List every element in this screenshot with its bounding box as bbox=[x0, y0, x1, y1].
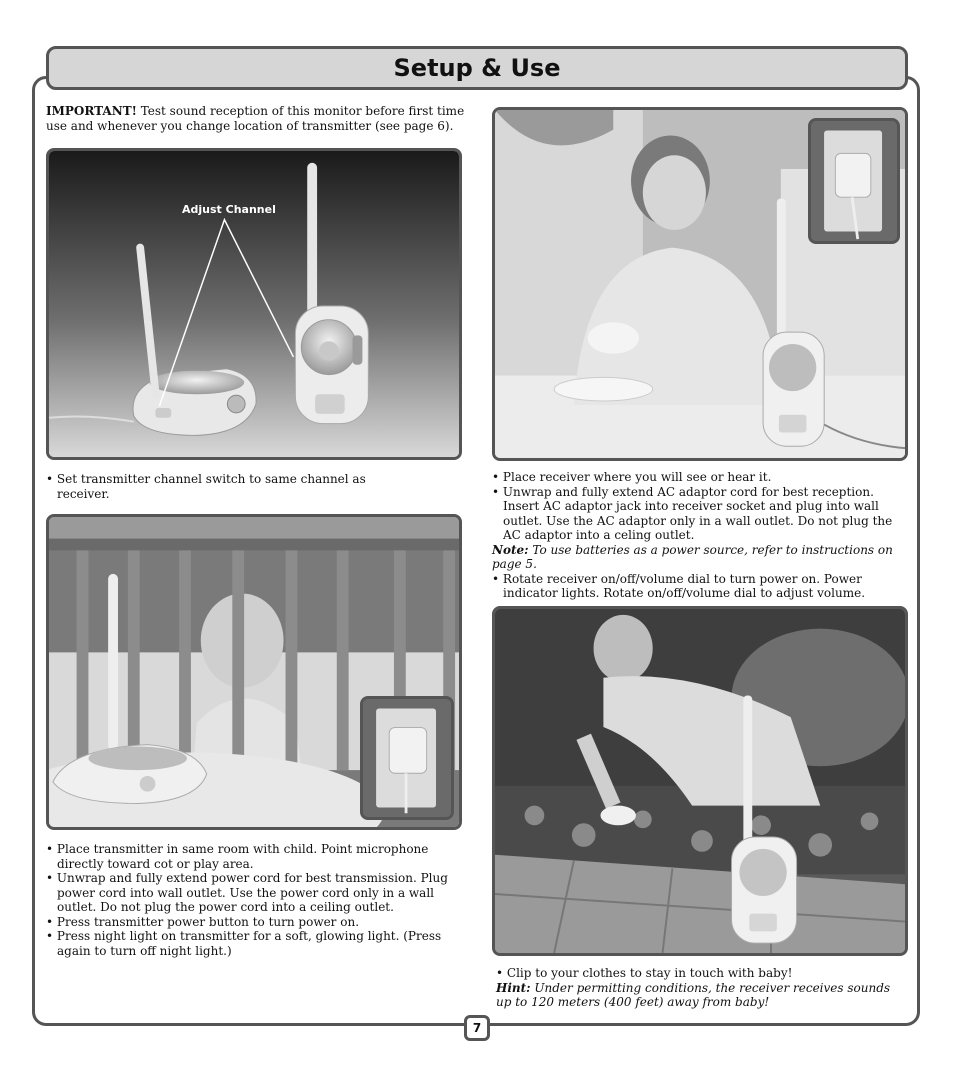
wall-plug-image bbox=[363, 699, 451, 817]
adjust-channel-callout: Adjust Channel bbox=[182, 203, 276, 216]
important-text: Test sound reception of this monitor before first time use and whenever you change location of transmitter (see page 6). bbox=[46, 104, 465, 133]
figure-adjust-channel bbox=[46, 148, 462, 460]
bullet-item: • Set transmitter channel switch to same channel as receiver. bbox=[46, 472, 376, 501]
range-hint bbox=[496, 981, 900, 1010]
title-bar bbox=[46, 46, 908, 90]
hint-label: Hint: bbox=[496, 980, 531, 995]
clip-caption bbox=[496, 966, 900, 1010]
bullet-item: • Rotate receiver on/off/volume dial to turn power on. Power indicator lights. Rotate on/off/volume dial to adjust volume. bbox=[492, 572, 908, 601]
bullet-item: • Clip to your clothes to stay in touch with baby! bbox=[496, 966, 900, 981]
bullet-item: • Place receiver where you will see or hear it. bbox=[492, 470, 908, 485]
battery-note bbox=[492, 543, 908, 572]
hint-text: Under permitting conditions, the receiver receives sounds up to 120 meters (400 feet) away from baby! bbox=[496, 980, 891, 1009]
note-text: To use batteries as a power source, refer to instructions on page 5. bbox=[492, 542, 893, 571]
wall-plug-image bbox=[811, 121, 897, 241]
note-label: Note: bbox=[492, 542, 529, 557]
bullet-item: • Unwrap and fully extend power cord for best transmission. Plug power cord into wall outlet. Use the power cord only in a wall outlet. Do not plug the power cord into a ceiling outlet. bbox=[46, 871, 456, 915]
monitor-units-image bbox=[49, 151, 459, 457]
wall-outlet-inset-2 bbox=[808, 118, 900, 244]
bullet-item: • Place transmitter in same room with child. Point microphone directly toward cot or play area. bbox=[46, 842, 456, 871]
bullet-item: • Press night light on transmitter for a soft, glowing light. (Press again to turn off night light.) bbox=[46, 929, 456, 958]
wall-outlet-inset-1 bbox=[360, 696, 454, 820]
transmitter-instructions bbox=[46, 842, 456, 958]
receiver-instructions bbox=[492, 470, 908, 601]
bullet-item: • Press transmitter power button to turn power on. bbox=[46, 915, 456, 930]
figure-clip-receiver bbox=[492, 606, 908, 956]
page-title: Setup & Use bbox=[393, 54, 561, 82]
important-notice bbox=[46, 104, 466, 133]
page-number: 7 bbox=[464, 1015, 490, 1041]
important-label: IMPORTANT! bbox=[46, 104, 137, 118]
bullet-item: • Unwrap and fully extend AC adaptor cord for best reception. Insert AC adaptor jack into receiver socket and plug into wall outlet. Use the AC adaptor only in a wall outlet. Do not plug the AC adaptor into a celing outlet. bbox=[492, 485, 908, 543]
man-gardening-image bbox=[495, 609, 905, 953]
caption-channel bbox=[46, 472, 376, 501]
